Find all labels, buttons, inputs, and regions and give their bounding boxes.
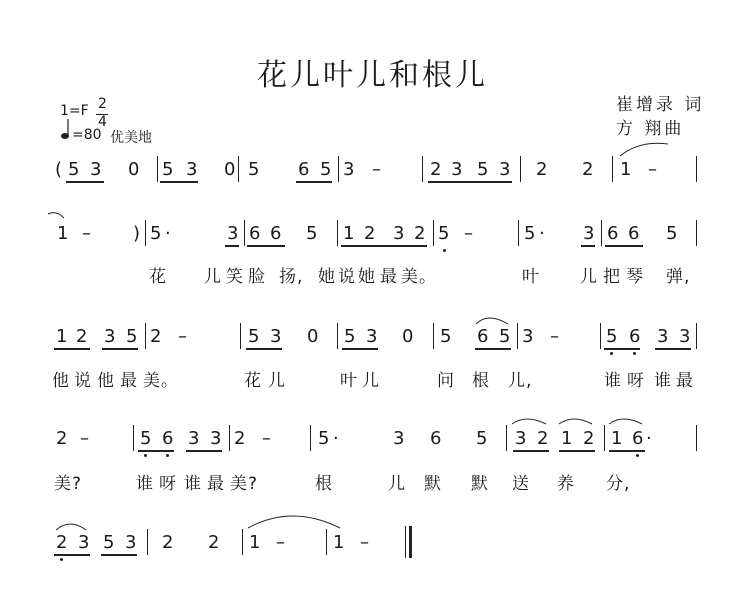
note: 2 [56,532,68,553]
lyric: 默 [424,474,442,494]
lyric: 根 [472,371,490,391]
lyric: 儿 [204,267,222,287]
lyric: 呀 [627,371,645,391]
slur [56,524,86,530]
dash: – [648,159,657,180]
dash: – [262,428,271,449]
slur [609,419,642,424]
lyric: 儿 [388,474,406,494]
note: 5 [666,223,678,244]
lyric: 她 [358,267,376,287]
note: 3 [78,532,90,553]
note: 2 [414,223,426,244]
note: 1 [56,326,68,347]
lyric: 儿 [362,371,380,391]
note: 5 [499,326,511,347]
lyric: 脸 [248,267,266,287]
note: 5 [162,159,174,180]
note: 1 [611,428,623,449]
lyric: 叶 [340,371,358,391]
note: 5 [320,159,332,180]
note: 1 [57,223,69,244]
dash: – [178,326,187,347]
lyric: 问 [437,371,455,391]
note: 6 [632,428,644,449]
lyric: 美。 [143,371,179,391]
note: 3 [515,428,527,449]
note: 2 [208,532,220,553]
note: 5 [606,326,618,347]
lyric: 花 [244,371,262,391]
note: 3 [104,326,116,347]
time-signature-bottom: 4 [98,114,107,130]
lyric: 把 [603,267,621,287]
lyric: 说 [338,267,356,287]
lyric: 最 [380,267,398,287]
note: 1 [249,532,261,553]
lyric: 他 [52,371,70,391]
note: 1 [620,159,632,180]
lyricist-credit: 崔增录 词 [616,95,705,115]
lyric: 默 [471,474,489,494]
lyric: 琴 [626,267,644,287]
time-signature-top: 2 [98,96,107,112]
lyric: 儿, [508,371,533,391]
note: 6 [270,223,282,244]
slur [620,143,668,156]
lyric: 养 [557,474,575,494]
dash: – [464,223,473,244]
note: 5 [68,159,80,180]
note: 2 [162,532,174,553]
note: 2 [234,428,246,449]
dash: – [372,159,381,180]
dot: · [539,223,545,244]
note: 5 [140,428,152,449]
lyric: 儿 [580,267,598,287]
note: 2 [537,428,549,449]
note: 6 [249,223,261,244]
note: 5 [103,532,115,553]
lyric: 最 [207,474,225,494]
note: 3 [583,223,595,244]
note: 6 [629,326,641,347]
lyric: 谁 [136,474,154,494]
note: 5 [524,223,536,244]
dash: – [82,223,91,244]
note: 3 [657,326,669,347]
lyric: 花 [149,267,167,287]
note: 2 [583,428,595,449]
note: 5 [440,326,452,347]
lyric: 呀 [159,474,177,494]
note: 3 [451,159,463,180]
lyric: 笑 [226,267,244,287]
slur [559,419,592,424]
note: 5 [248,326,260,347]
expression-marking: 优美地 [110,130,152,146]
lyric: 她 [318,267,336,287]
lyric: 美? [230,474,259,494]
note: 3 [210,428,222,449]
note: 3 [393,428,405,449]
note: 5 [476,428,488,449]
note: 3 [186,159,198,180]
slur [512,419,546,424]
dot: · [165,223,171,244]
close-paren: ) [133,223,141,244]
note: 5 [344,326,356,347]
song-title: 花儿叶儿和根儿 [257,58,488,93]
composer-credit: 方 翔曲 [616,119,685,139]
note: 3 [270,326,282,347]
rest: 0 [402,326,414,347]
lyric: 谁 [604,371,622,391]
lyric: 根 [315,474,333,494]
note: 1 [333,532,345,553]
slur [476,318,508,324]
note: 2 [430,159,442,180]
lyric: 儿 [268,371,286,391]
lyric: 美。 [401,267,437,287]
lyric: 最 [676,371,694,391]
note: 5 [438,223,450,244]
rest: 0 [307,326,319,347]
note: 6 [607,223,619,244]
lyric: 弹, [666,267,691,287]
lyric: 谁 [184,474,202,494]
note: 5 [477,159,489,180]
note: 6 [162,428,174,449]
rest: 0 [128,159,140,180]
lyric: 分, [606,474,631,494]
slur [48,213,64,218]
open-paren: ( [55,159,63,180]
note: 6 [477,326,489,347]
rest: 0 [224,159,236,180]
lyric: 谁 [654,371,672,391]
note: 3 [227,223,239,244]
note: 3 [366,326,378,347]
lyric: 叶 [522,267,540,287]
note: 3 [522,326,534,347]
note: 2 [76,326,88,347]
lyric: 最 [120,371,138,391]
note: 5 [150,223,162,244]
note: 5 [318,428,330,449]
note: 3 [393,223,405,244]
lyric: 他 [97,371,115,391]
note: 3 [90,159,102,180]
note: 5 [126,326,138,347]
note: 1 [561,428,573,449]
note: 6 [628,223,640,244]
note: 3 [499,159,511,180]
note: 2 [150,326,162,347]
note: 5 [248,159,260,180]
dot: · [646,428,652,449]
lyric: 说 [74,371,92,391]
tempo-marking: =80 [72,127,102,143]
lyric: 送 [512,474,530,494]
lyric: 美? [54,474,83,494]
note: 3 [343,159,355,180]
note: 3 [679,326,691,347]
dash: – [80,428,89,449]
note: 3 [125,532,137,553]
note: 1 [343,223,355,244]
note: 2 [582,159,594,180]
note: 3 [188,428,200,449]
dash: – [550,326,559,347]
note: 2 [364,223,376,244]
note: 2 [536,159,548,180]
note: 2 [56,428,68,449]
note: 6 [298,159,310,180]
dash: – [276,532,285,553]
key-signature: 1=F [60,103,89,119]
dot: · [333,428,339,449]
lyric: 扬, [279,267,304,287]
note: 6 [430,428,442,449]
slur [248,516,340,528]
note: 5 [306,223,318,244]
dash: – [360,532,369,553]
